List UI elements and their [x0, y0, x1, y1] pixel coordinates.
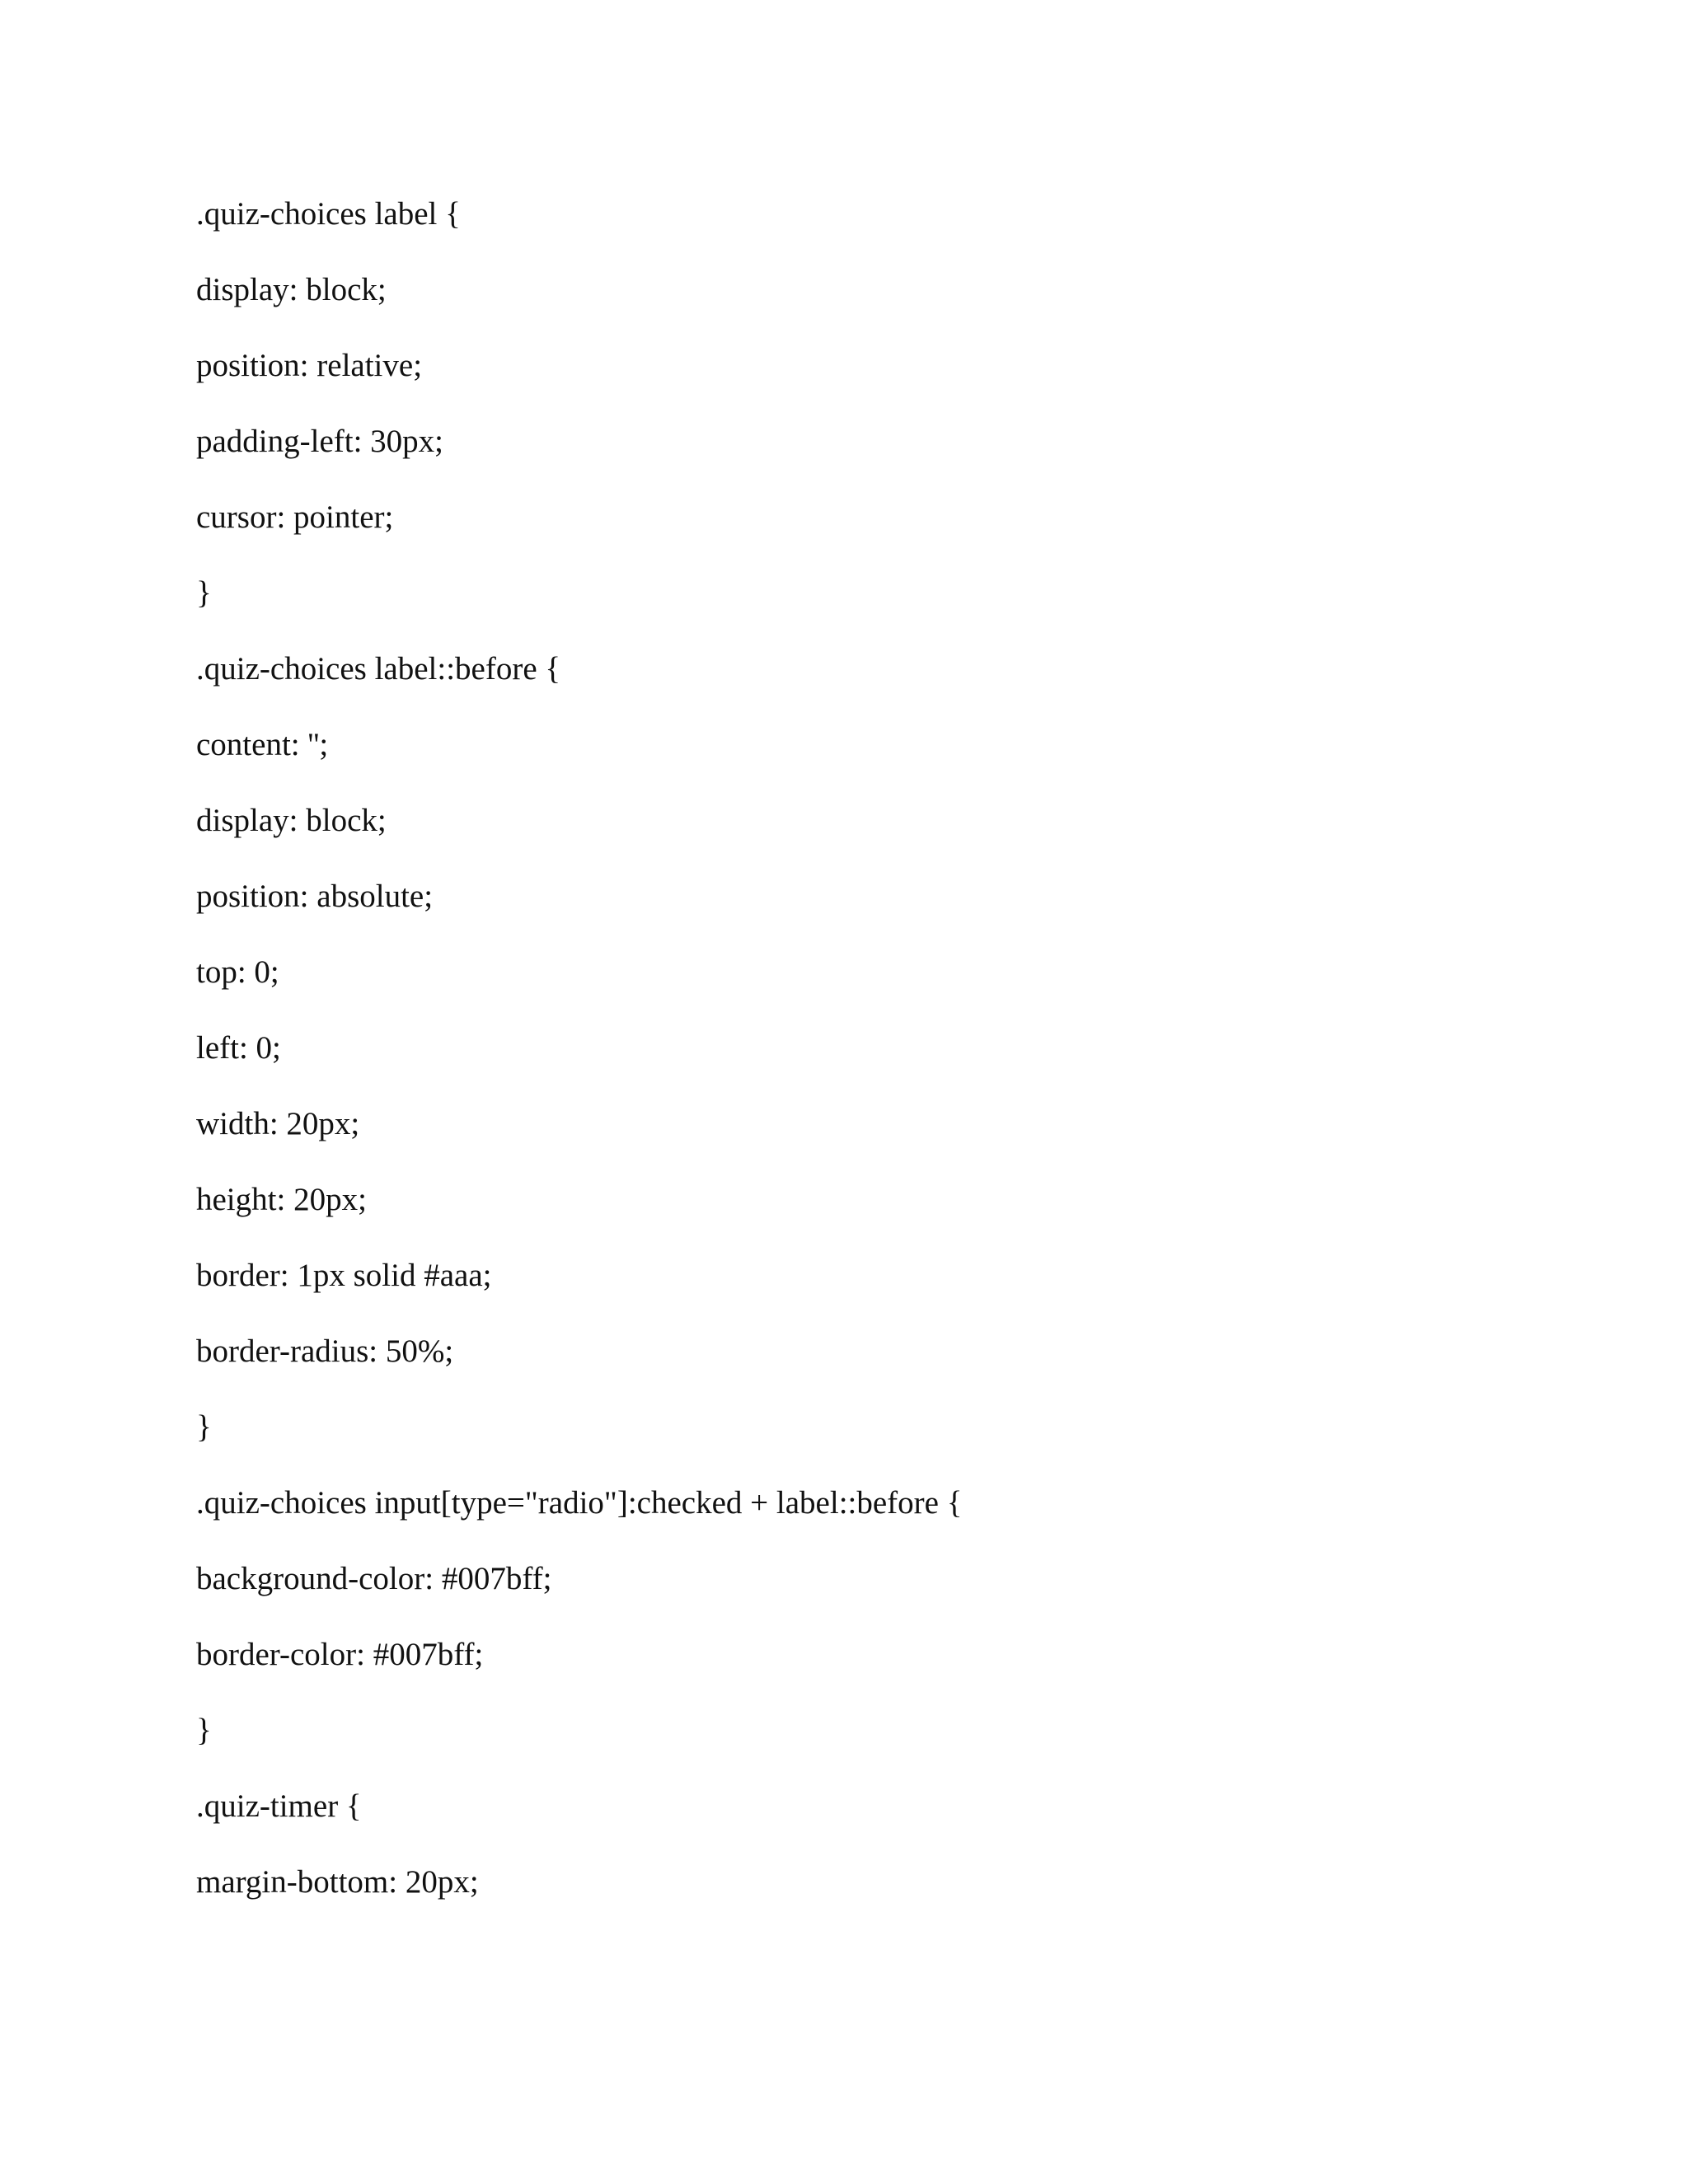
code-line: height: 20px; [196, 1182, 367, 1217]
code-line: top: 0; [196, 954, 279, 990]
code-line: .quiz-choices input[type="radio"]:checked + label::before { [196, 1485, 963, 1521]
code-line: position: absolute; [196, 879, 434, 914]
code-line: display: block; [196, 803, 387, 838]
code-line: border-color: #007bff; [196, 1637, 484, 1672]
code-line: background-color: #007bff; [196, 1561, 552, 1596]
code-line: padding-left: 30px; [196, 424, 444, 459]
code-line: border: 1px solid #aaa; [196, 1258, 492, 1293]
document-body [196, 188, 1597, 1932]
code-line: } [196, 1713, 212, 1748]
code-line: width: 20px; [196, 1106, 360, 1141]
code-line: position: relative; [196, 348, 423, 383]
code-line: .quiz-timer { [196, 1788, 362, 1824]
code-line: } [196, 575, 212, 611]
code-line: .quiz-choices label::before { [196, 651, 561, 687]
code-line: } [196, 1409, 212, 1445]
code-line: left: 0; [196, 1030, 281, 1066]
code-line: display: block; [196, 272, 387, 307]
code-line: cursor: pointer; [196, 499, 394, 535]
code-line: margin-bottom: 20px; [196, 1864, 479, 1900]
code-line: content: ''; [196, 727, 329, 762]
code-line: .quiz-choices label { [196, 196, 461, 232]
code-line: border-radius: 50%; [196, 1333, 454, 1369]
